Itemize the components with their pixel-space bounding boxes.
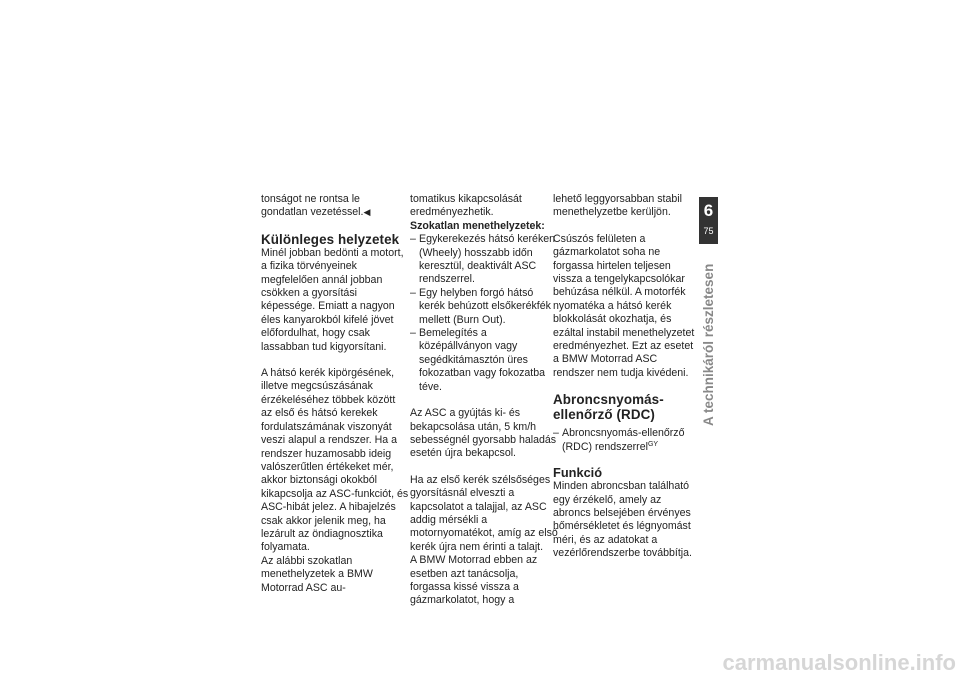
chapter-title-vertical: A technikáról részletesen <box>701 263 716 426</box>
paragraph: tomatikus kikapcsolását eredményezhetik. <box>410 193 522 219</box>
paragraph: Az ASC a gyújtás ki- és bekapcsolása után, 5 km/h sebességnél gyorsabb haladás esetén újra bekapcsol. <box>410 407 557 460</box>
text-column-2 <box>410 193 558 608</box>
watermark: carmanualsonline.info <box>722 650 956 675</box>
bullet-list <box>410 233 558 394</box>
paragraph: A BMW Motorrad ebben az esetben azt tanácsolja, forgassa kissé vissza a gázmarkolatot, hogy a <box>410 554 538 607</box>
paragraph: Az alábbi szokatlan menethelyzetek a BMW Motorrad ASC au- <box>261 554 373 594</box>
section-heading: Abroncsnyomás-ellenőrző (RDC) <box>553 392 664 423</box>
list-item: – Abroncsnyomás-ellenőrző (RDC) rendszerrel$^{GY}$ <box>553 427 685 453</box>
list-item: – Bemelegítés a középállványon vagy segédkitámasztón üres fokozatban vagy fokozatba téve. <box>410 327 546 393</box>
sub-heading: Szokatlan menethelyzetek: <box>410 219 545 232</box>
paragraph: tonságot ne rontsa le gondatlan vezetéssel.◀ <box>261 193 371 219</box>
dash-bullet-icon: – <box>410 286 416 299</box>
dash-bullet-icon: – <box>410 327 416 340</box>
chapter-tab <box>699 197 718 244</box>
equipment-superscript: GY <box>647 440 659 448</box>
chapter-number: 6 <box>703 201 714 220</box>
paragraph: Ha az első kerék szélsőséges gyorsításnál elveszti a kapcsolatot a talajjal, az ASC addig mérsékli a motornyomatékot, amíg az első kerék újra nem érinti a talajt. <box>410 473 558 553</box>
end-mark-icon: ◀ <box>363 207 371 218</box>
text-column-3 <box>553 193 701 561</box>
page-number: 75 <box>703 226 714 236</box>
paragraph: Minden abroncsban található egy érzékelő, amely az abroncs belsejében érvényes hőmérsékletet és légnyomást méri, és az adatokat a vezérlőrendszerbe továbbítja. <box>553 480 692 560</box>
text-column-1 <box>261 193 409 595</box>
dash-bullet-icon: – <box>553 427 559 440</box>
dash-bullet-icon: – <box>410 233 416 246</box>
paragraph: Csúszós felületen a gázmarkolatot soha ne forgassa hirtelen teljesen vissza a tengelykapcsolókar behúzása nélkül. A motorfék nyomatéka a hátsó kerék blokkolását okozhatja, és ezáltal instabil menethelyzetet eredményezhet. Ezt az esetet a BMW Motorrad ASC rendszer nem tudja kivédeni. <box>553 232 695 379</box>
paragraph: Minél jobban bedönti a motort, a fizika törvényeinek megfelelően annál jobban csökken a gyorsítási képessége. Emiatt a nagyon éles kanyarokból kifelé jövet előfordulhat, hogy csak lassabban tud kigyorsítani. <box>261 246 404 353</box>
sub-heading: Funkció <box>553 465 603 481</box>
bullet-list <box>553 427 701 454</box>
paragraph: lehető leggyorsabban stabil menethelyzetbe kerüljön. <box>553 193 682 219</box>
paragraph: A hátsó kerék kipörgésének, illetve megcsúszásának érzékeléséhez többek között az első és hátsó kerekek fordulatszámának viszonyát veszi alapul a rendszer. Ha a rendszer huzamosabb ideig valószerűtlen értékeket mér, akkor biztonsági okokból kikapcsolja az ASC-funkciót, és ASC-hibát jelez. A hibajelzés csak akkor jelenik meg, ha lezárult az öndiagnosztika folyamata. <box>261 367 409 554</box>
list-item: – Egy helyben forgó hátsó kerék behúzott elsőkerékfék mellett (Burn Out). <box>410 286 551 326</box>
list-item: – Egykerekezés hátsó keréken (Wheely) hosszabb időn keresztül, deaktivált ASC rendszerrel. <box>410 233 556 286</box>
section-heading: Különleges helyzetek <box>261 231 400 247</box>
